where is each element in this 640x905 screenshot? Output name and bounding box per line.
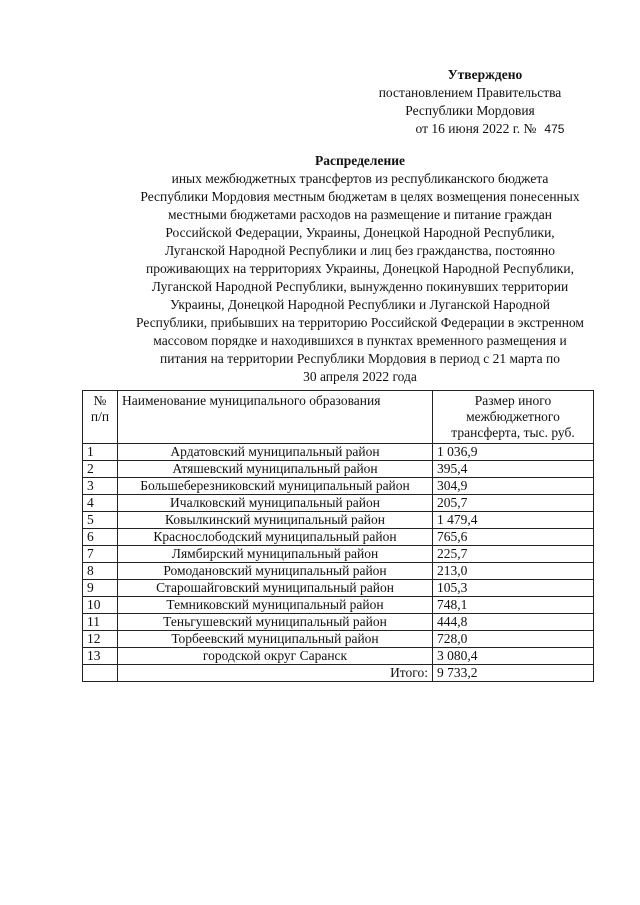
table-row <box>83 563 594 580</box>
row-number: 3 <box>83 478 118 495</box>
header-number-line-2: п/п <box>90 409 110 424</box>
heading-line: Украины, Донецкой Народной Республики и Луганской Народной <box>169 297 551 312</box>
row-amount: 748,1 <box>433 597 594 614</box>
header-amount <box>433 391 594 444</box>
row-name: Краснослободский муниципальный район <box>118 529 433 546</box>
table-row <box>83 461 594 478</box>
approval-block <box>340 66 600 138</box>
row-amount: 765,6 <box>433 529 594 546</box>
header-name: Наименование муниципального образования <box>118 391 433 444</box>
row-number: 10 <box>83 597 118 614</box>
row-number: 6 <box>83 529 118 546</box>
header-amount-line-2: межбюджетного <box>466 409 560 424</box>
row-name: Атяшевский муниципальный район <box>118 461 433 478</box>
heading-line: Луганской Народной Республики, вынужденно покинувших территории <box>151 279 569 294</box>
row-amount: 728,0 <box>433 631 594 648</box>
row-name: Ардатовский муниципальный район <box>118 444 433 461</box>
table-row <box>83 444 594 461</box>
heading-line: массовом порядке и находившихся в пунктах временного размещения и <box>153 333 567 348</box>
row-number: 12 <box>83 631 118 648</box>
total-empty-cell <box>83 665 118 682</box>
row-amount: 1 036,9 <box>433 444 594 461</box>
approval-title: Утверждено <box>447 67 523 82</box>
table-row <box>83 546 594 563</box>
row-number: 8 <box>83 563 118 580</box>
heading-line: 30 апреля 2022 года <box>303 369 417 384</box>
row-name: Большеберезниковский муниципальный район <box>118 478 433 495</box>
row-amount: 444,8 <box>433 614 594 631</box>
row-name: городской округ Саранск <box>118 648 433 665</box>
row-name: Ромодановский муниципальный район <box>118 563 433 580</box>
heading-line: Луганской Народной Республики и лиц без гражданства, постоянно <box>164 243 556 258</box>
header-number <box>83 391 118 444</box>
document-heading <box>80 152 640 386</box>
document-title: Распределение <box>314 153 406 168</box>
row-number: 4 <box>83 495 118 512</box>
heading-line: Российской Федерации, Украины, Донецкой Народной Республики, <box>165 225 555 240</box>
row-name: Старошайговский муниципальный район <box>118 580 433 597</box>
row-name: Темниковский муниципальный район <box>118 597 433 614</box>
heading-line: Республики Мордовия местным бюджетам в целях возмещения понесенных <box>140 189 580 204</box>
row-name: Лямбирский муниципальный район <box>118 546 433 563</box>
table-row <box>83 529 594 546</box>
row-number: 11 <box>83 614 118 631</box>
row-amount: 304,9 <box>433 478 594 495</box>
row-amount: 225,7 <box>433 546 594 563</box>
table-row <box>83 648 594 665</box>
approval-date: от 16 июня 2022 г. № <box>415 121 537 136</box>
row-amount: 3 080,4 <box>433 648 594 665</box>
table-row <box>83 495 594 512</box>
table-row <box>83 614 594 631</box>
heading-line: Республики, прибывших на территорию Российской Федерации в экстренном <box>136 315 584 330</box>
distribution-table <box>82 390 594 682</box>
table-row <box>83 512 594 529</box>
header-amount-line-1: Размер иного <box>474 393 552 408</box>
row-number: 2 <box>83 461 118 478</box>
row-amount: 1 479,4 <box>433 512 594 529</box>
row-number: 9 <box>83 580 118 597</box>
table-row <box>83 478 594 495</box>
row-amount: 105,3 <box>433 580 594 597</box>
row-number: 13 <box>83 648 118 665</box>
approval-number: 475 <box>544 122 565 136</box>
row-name: Теньгушевский муниципальный район <box>118 614 433 631</box>
heading-line: местными бюджетами расходов на размещение и питание граждан <box>167 207 553 222</box>
heading-line: иных межбюджетных трансфертов из республиканского бюджета <box>171 171 549 186</box>
row-amount: 395,4 <box>433 461 594 478</box>
table-header-row <box>83 391 594 444</box>
heading-line: проживающих на территориях Украины, Донецкой Народной Республики, <box>146 261 574 276</box>
table-row <box>83 580 594 597</box>
row-number: 5 <box>83 512 118 529</box>
heading-line: питания на территории Республики Мордовия в период с 21 марта по <box>160 351 560 366</box>
total-amount: 9 733,2 <box>433 665 594 682</box>
approval-date-line <box>340 120 600 138</box>
table-row <box>83 631 594 648</box>
table-total-row <box>83 665 594 682</box>
row-name: Торбеевский муниципальный район <box>118 631 433 648</box>
row-amount: 213,0 <box>433 563 594 580</box>
row-number: 1 <box>83 444 118 461</box>
approval-line-2: Республики Мордовия <box>405 103 535 118</box>
row-amount: 205,7 <box>433 495 594 512</box>
table-row <box>83 597 594 614</box>
approval-line-1: постановлением Правительства <box>378 85 562 100</box>
header-number-line-1: № <box>93 393 107 408</box>
row-number: 7 <box>83 546 118 563</box>
row-name: Ковылкинский муниципальный район <box>118 512 433 529</box>
header-amount-line-3: трансферта, тыс. руб. <box>451 425 575 440</box>
total-label: Итого: <box>118 665 433 682</box>
row-name: Ичалковский муниципальный район <box>118 495 433 512</box>
